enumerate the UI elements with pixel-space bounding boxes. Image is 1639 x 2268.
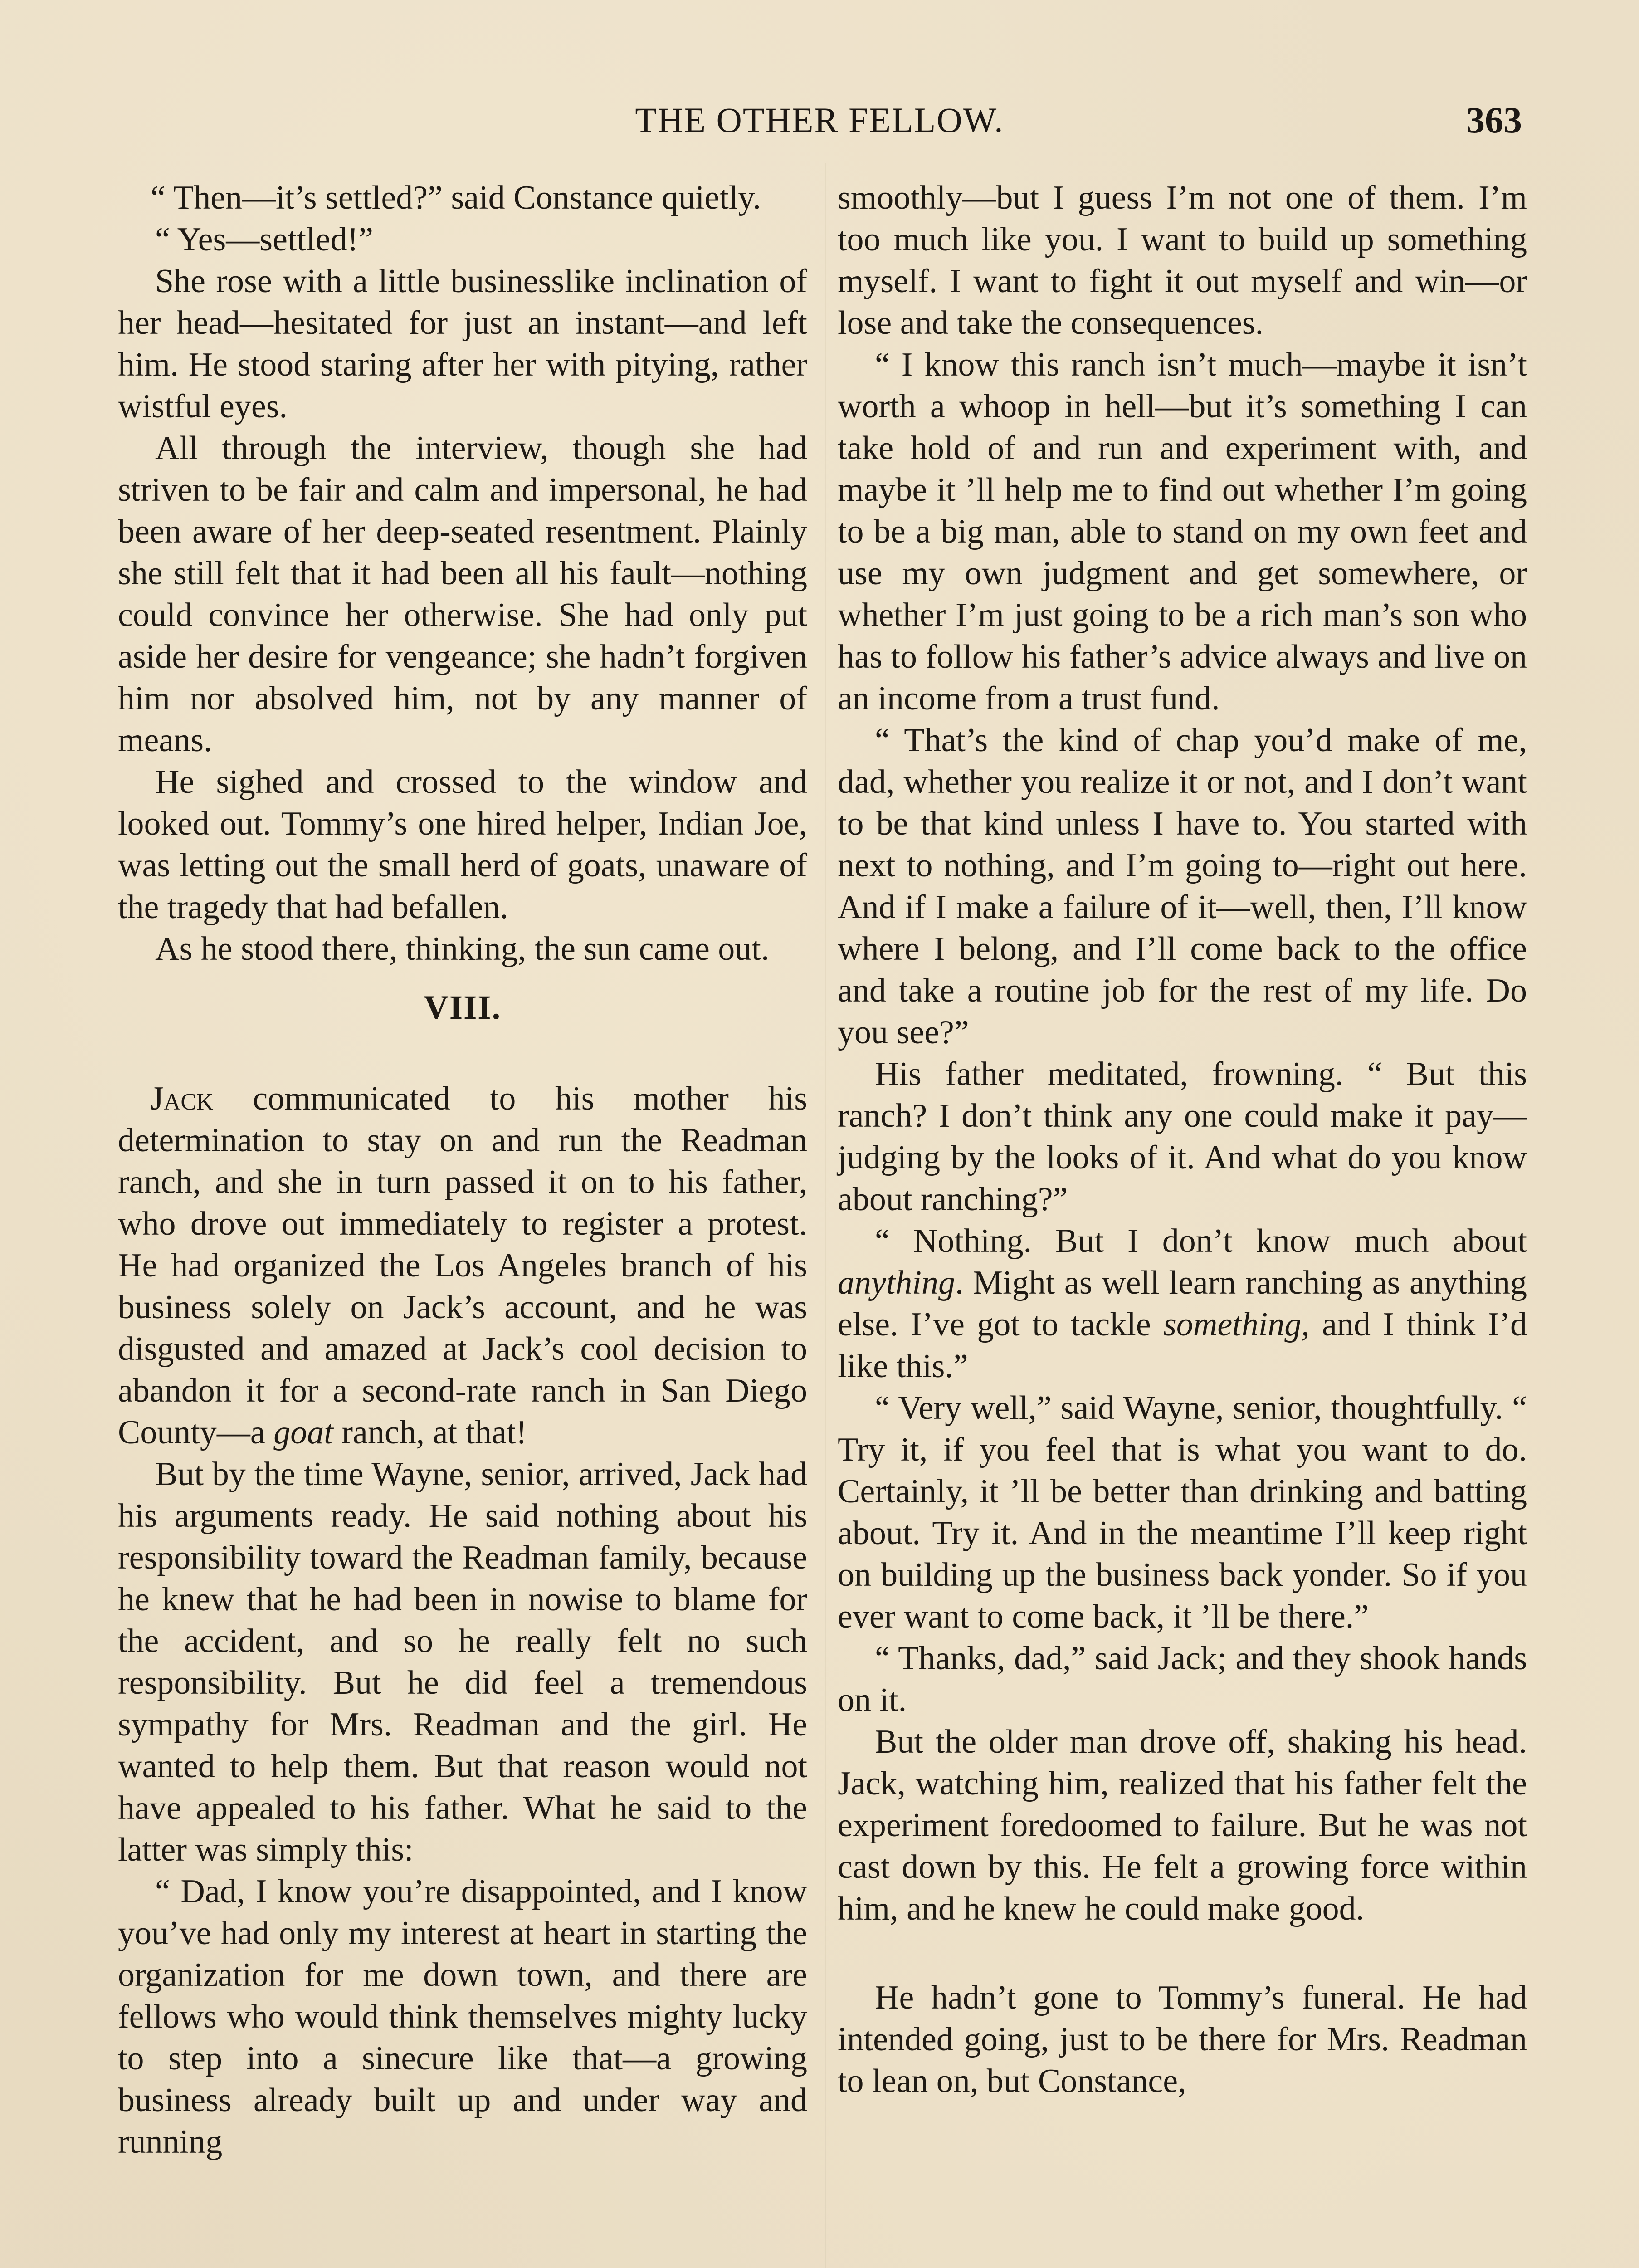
paragraph: “ That’s the kind of chap you’d make of me, dad, whether you realize it or not, and I don’t want to be that kind unless I have to. You started with next to nothing, and I’m going to—right out here. And if I make a failure of it—well, then, I’ll know where I belong, and I’ll come back to the office and take a routine job for the rest of my life. Do you see?” — [838, 722, 1527, 1051]
paragraph-text: ranch, at that! — [333, 1414, 527, 1451]
right-column — [838, 177, 1527, 2102]
left-column — [118, 177, 807, 2163]
page-number: 363 — [1466, 99, 1522, 141]
paragraph: “ Dad, I know you’re disappointed, and I know you’ve had only my interest at heart in starting the organization for me down town, and there are fellows who would think themselves mighty lucky to step into a sinecure like that—a growing business already built up and under way and running — [118, 1873, 807, 2160]
section-heading: VIII. — [424, 989, 502, 1026]
paragraph: His father meditated, frowning. “ But this ranch? I don’t think any one could make it pay—judging by the looks of it. And what do you know about ranching?” — [838, 1056, 1527, 1218]
paragraph: smoothly—but I guess I’m not one of them. I’m too much like you. I want to build up something myself. I want to fight it out myself and win—or lose and take the consequences. — [838, 179, 1527, 342]
paragraph: As he stood there, thinking, the sun came out. — [155, 930, 770, 968]
paragraph: “ Very well,” said Wayne, senior, thoughtfully. “ Try it, if you feel that is what you want to do. Certainly, it ’ll be better than drinking and batting about. Try it. And in the meantime I’ll keep right on building up the business back yonder. So if you ever want to come back, it ’ll be there.” — [838, 1389, 1527, 1635]
paragraph: “ Then—it’s settled?” said Constance quietly. — [151, 179, 761, 216]
paragraph: “ Yes—settled!” — [155, 221, 373, 258]
paragraph — [118, 1078, 807, 1453]
paragraph: “ I know this ranch isn’t much—maybe it isn’t worth a whoop in hell—but it’s something I can take hold of and run and experiment with, and maybe it ’ll help me to find out whether I’m going to be a big man, able to stand on my own feet and use my own judgment and get somewhere, or whether I’m just going to be a rich man’s son who has to follow his father’s advice always and live on an income from a trust fund. — [838, 346, 1527, 717]
paragraph-text: communicated to his mother his determination to stay on and run the Readman ranch, and she in turn passed it on to his father, who drove out immediately to register a protest. He had organized the Los Angeles branch of his business solely on Jack’s account, and he was disgusted and amazed at Jack’s cool decision to abandon it for a second-rate ranch in San Diego County—a — [118, 1080, 807, 1451]
paragraph: “ Thanks, dad,” said Jack; and they shook hands on it. — [838, 1640, 1527, 1719]
paragraph-lead-word: Jack — [151, 1080, 214, 1117]
paragraph-text: . Might as well learn ranching as anything else. I’ve got to tackle — [838, 1264, 1527, 1343]
page-header — [0, 95, 1639, 145]
paragraph: But by the time Wayne, senior, arrived, Jack had his arguments ready. He said nothing about his responsibility toward the Readman family, because he knew that he had been in nowise to blame for the accident, and so he really felt no such responsibility. But he did feel a tremendous sympathy for Mrs. Readman and the girl. He wanted to help them. But that reason would not have appealed to his father. What he said to the latter was simply this: — [118, 1456, 807, 1868]
running-title: THE OTHER FELLOW. — [635, 100, 1004, 140]
column-gutter — [825, 163, 826, 2268]
emphasized-word: anything — [838, 1264, 955, 1301]
paragraph-text: , and I think I’d like this.” — [838, 1306, 1527, 1385]
paragraph-text: “ Nothing. But I don’t know much about — [875, 1222, 1527, 1260]
paragraph — [838, 1220, 1527, 1387]
paragraph: All through the interview, though she had striven to be fair and calm and impersonal, he had been aware of her deep-seated resentment. Plainly she still felt that it had been all his fault—nothing could convince her otherwise. She had only put aside her desire for vengeance; she hadn’t forgiven him nor absolved him, not by any manner of means. — [118, 430, 807, 759]
paragraph: He hadn’t gone to Tommy’s funeral. He had intended going, just to be there for Mrs. Readman to lean on, but Constance, — [838, 1979, 1527, 2100]
paragraph: He sighed and crossed to the window and looked out. Tommy’s one hired helper, Indian Joe, was letting out the small herd of goats, unaware of the tragedy that had befallen. — [118, 763, 807, 926]
paragraph: She rose with a little businesslike inclination of her head—hesitated for just an instant—and left him. He stood staring after her with pitying, rather wistful eyes. — [118, 263, 807, 425]
paragraph: But the older man drove off, shaking his head. Jack, watching him, realized that his father felt the experiment foredoomed to failure. But he was not cast down by this. He felt a growing force within him, and he knew he could make good. — [838, 1723, 1527, 1927]
emphasized-word: goat — [273, 1414, 333, 1451]
emphasized-word: something — [1163, 1306, 1302, 1343]
